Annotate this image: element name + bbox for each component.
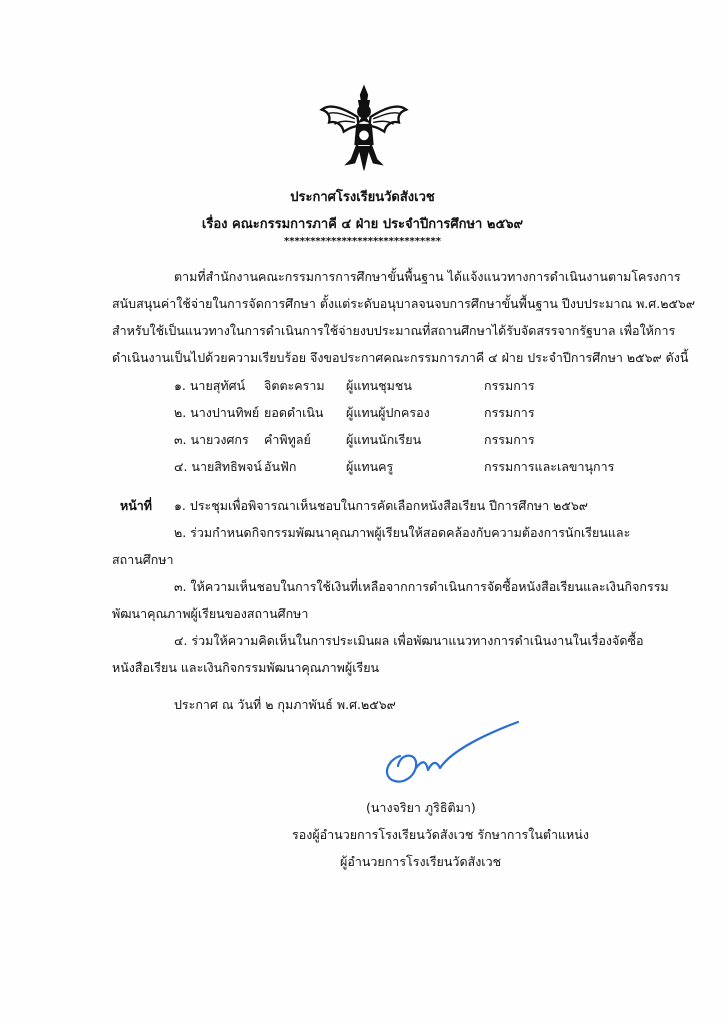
member-name: ๓. นายวงศกร [174,432,249,447]
member-name: ๑. นายสุทัศน์ [174,378,246,393]
duty-item-2-line-1: ๒. ร่วมกำหนดกิจกรรมพัฒนาคุณภาพผู้เรียนให้สอดคล้องกับความต้องการนักเรียนและ [174,525,631,540]
duties-label: หน้าที่ [120,498,153,513]
announcement-subject: เรื่อง คณะกรรมการภาคี ๔ ฝ่าย ประจำปีการศึกษา ๒๕๖๙ [201,217,524,232]
member-name: ๒. นางปานทิพย์ [174,405,260,420]
member-role: กรรมการ [484,432,535,447]
intro-line-1: ตามที่สำนักงานคณะกรรมการการศึกษาขั้นพื้นฐาน ได้แจ้งแนวทางการดำเนินงานตามโครงการ [174,269,681,284]
signatory-position-line-1: รองผู้อำนวยการโรงเรียนวัดสังเวช รักษาการในตำแหน่ง [292,827,589,842]
member-role: กรรมการและเลขานุการ [484,459,615,474]
star-separator: ****************************** [284,236,441,247]
member-surname: อันฟัก [264,459,297,474]
member-represent: ผู้แทนครู [346,459,394,474]
duty-item-3-line-1: ๓. ให้ความเห็นชอบในการใช้เงินที่เหลือจากการดำเนินการจัดซื้อหนังสือเรียนและเงินกิจกรรม [174,579,669,594]
member-name: ๔. นายสิทธิพจน์ [174,459,262,474]
member-represent: ผู้แทนนักเรียน [346,432,422,447]
duty-item-1: ๑. ประชุมเพื่อพิจารณาเห็นชอบในการคัดเลือกหนังสือเรียน ปีการศึกษา ๒๕๖๙ [174,498,588,513]
member-represent: ผู้แทนผู้ปกครอง [346,405,430,420]
signatory-name: (นางจริยา ภูริธิติมา) [366,800,476,815]
duty-item-4-line-1: ๔. ร่วมให้ความคิดเห็นในการประเมินผล เพื่อพัฒนาแนวทางการดำเนินงานในเรื่องจัดซื้อ [174,633,644,648]
announcement-title: ประกาศโรงเรียนวัดสังเวช [290,190,435,205]
duty-item-3-line-2: พัฒนาคุณภาพผู้เรียนของสถานศึกษา [112,606,309,621]
duty-item-4-line-2: หนังสือเรียน และเงินกิจกรรมพัฒนาคุณภาพผู้เรียน [112,660,380,675]
member-surname: คำพิทูลย์ [264,432,311,447]
member-surname: ยอดดำเนิน [264,405,324,420]
member-represent: ผู้แทนชุมชน [346,378,412,393]
announcement-date: ประกาศ ณ วันที่ ๒ กุมภาพันธ์ พ.ศ.๒๕๖๙ [174,697,396,712]
member-role: กรรมการ [484,405,535,420]
signatory-position-line-2: ผู้อำนวยการโรงเรียนวัดสังเวช [340,854,502,869]
intro-line-4: ดำเนินงานเป็นไปด้วยความเรียบร้อย จึงขอประกาศคณะกรรมการภาคี ๔ ฝ่าย ประจำปีการศึกษา ๒๕๖๙ ดังนี้ [112,350,689,365]
intro-line-3: สำหรับใช้เป็นแนวทางในการดำเนินการใช้จ่ายงบประมาณที่สถานศึกษาได้รับจัดสรรจากรัฐบาล เพื่อให้การ [112,323,676,338]
intro-line-2: สนับสนุนค่าใช้จ่ายในการจัดการศึกษา ตั้งแต่ระดับอนุบาลจนจบการศึกษาขั้นพื้นฐาน ปีงบประมาณ พ.ศ.๒๕๖๙ [112,296,696,311]
garuda-emblem-icon [318,82,410,174]
member-surname: จิตตะคราม [264,378,325,393]
duty-item-2-line-2: สถานศึกษา [112,552,174,567]
member-role: กรรมการ [484,378,535,393]
handwritten-signature [370,716,530,796]
